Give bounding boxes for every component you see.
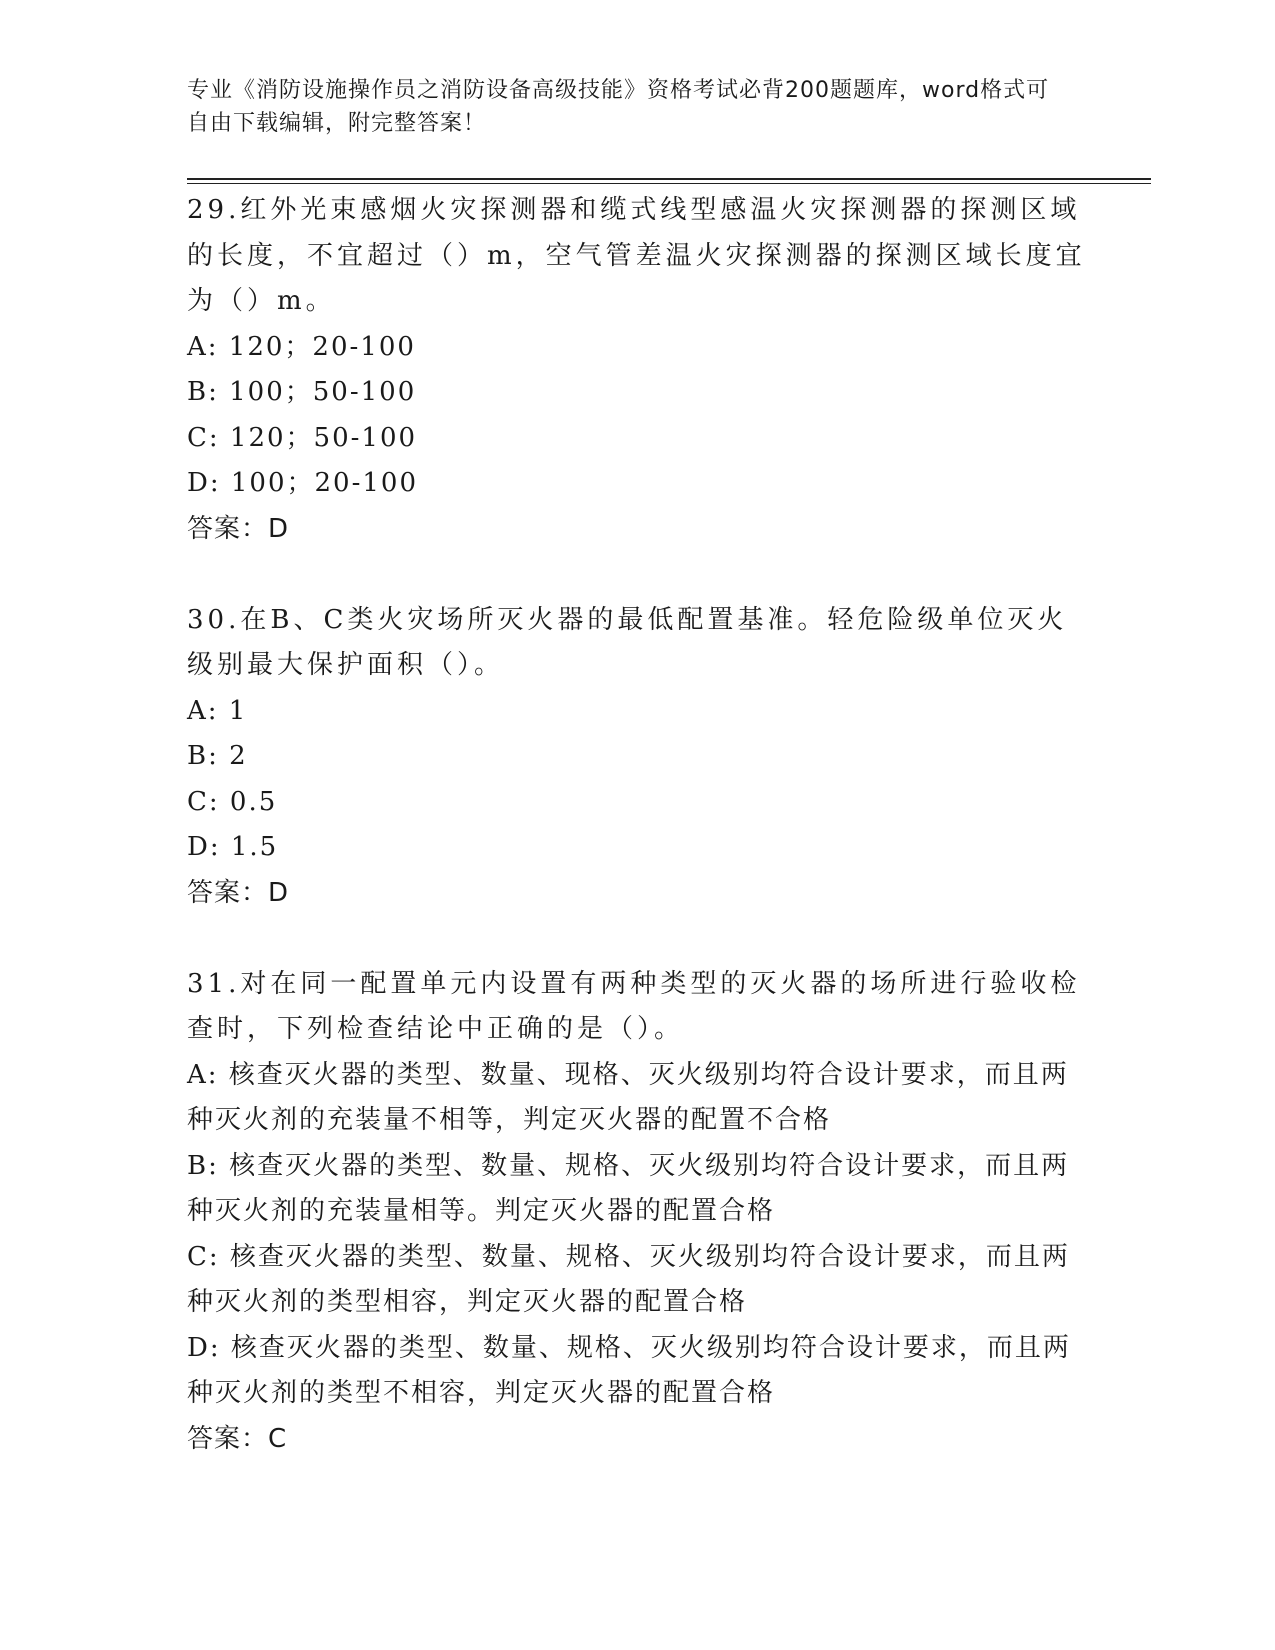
document-header: 专业《消防设施操作员之消防设备高级技能》资格考试必背200题题库，word格式可自由下载编辑，附完整答案！ [187, 78, 1050, 136]
question-31 [187, 962, 1087, 1463]
option-c: C: 0.5 [187, 786, 278, 817]
option-b: B: 100；50-100 [187, 377, 417, 407]
question-list [187, 188, 1087, 1462]
header-divider-thin [187, 183, 1151, 184]
question-29 [187, 188, 1087, 552]
option-c: C: 核查灭火器的类型、数量、规格、灭火级别均符合设计要求，而且两种灭火剂的类型相容，判定灭火器的配置合格 [187, 1241, 1070, 1317]
question-stem: 30.在B、C类火灾场所灭火器的最低配置基准。轻危险级单位灭火级别最大保护面积（）。 [187, 604, 1068, 680]
answer: 答案：D [187, 877, 290, 908]
question-spacer [187, 916, 1087, 962]
option-c: C: 120；50-100 [187, 422, 418, 453]
option-a: A: 核查灭火器的类型、数量、现格、灭火级别均符合设计要求，而且两种灭火剂的充装量不相等，判定灭火器的配置不合格 [187, 1059, 1069, 1135]
option-d: D: 100；20-100 [187, 468, 418, 498]
option-b: B: 2 [187, 741, 248, 771]
question-30 [187, 598, 1087, 917]
header-divider [187, 178, 1151, 180]
question-spacer [187, 552, 1087, 598]
question-stem: 31.对在同一配置单元内设置有两种类型的灭火器的场所进行验收检查时，下列检查结论中正确的是（）。 [187, 968, 1081, 1044]
option-a: A: 1 [187, 695, 248, 726]
answer: 答案：C [187, 1423, 288, 1454]
option-d: D: 核查灭火器的类型、数量、规格、灭火级别均符合设计要求，而且两种灭火剂的类型不相容，判定灭火器的配置合格 [187, 1332, 1071, 1408]
option-d: D: 1.5 [187, 832, 279, 862]
question-stem: 29.红外光束感烟火灾探测器和缆式线型感温火灾探测器的探测区域的长度，不宜超过（）m，空气管差温火灾探测器的探测区域长度宜为（）m。 [187, 195, 1086, 316]
option-b: B: 核查灭火器的类型、数量、规格、灭火级别均符合设计要求，而且两种灭火剂的充装量相等。判定灭火器的配置合格 [187, 1150, 1070, 1226]
option-a: A: 120；20-100 [187, 331, 416, 362]
answer: 答案：D [187, 513, 290, 544]
